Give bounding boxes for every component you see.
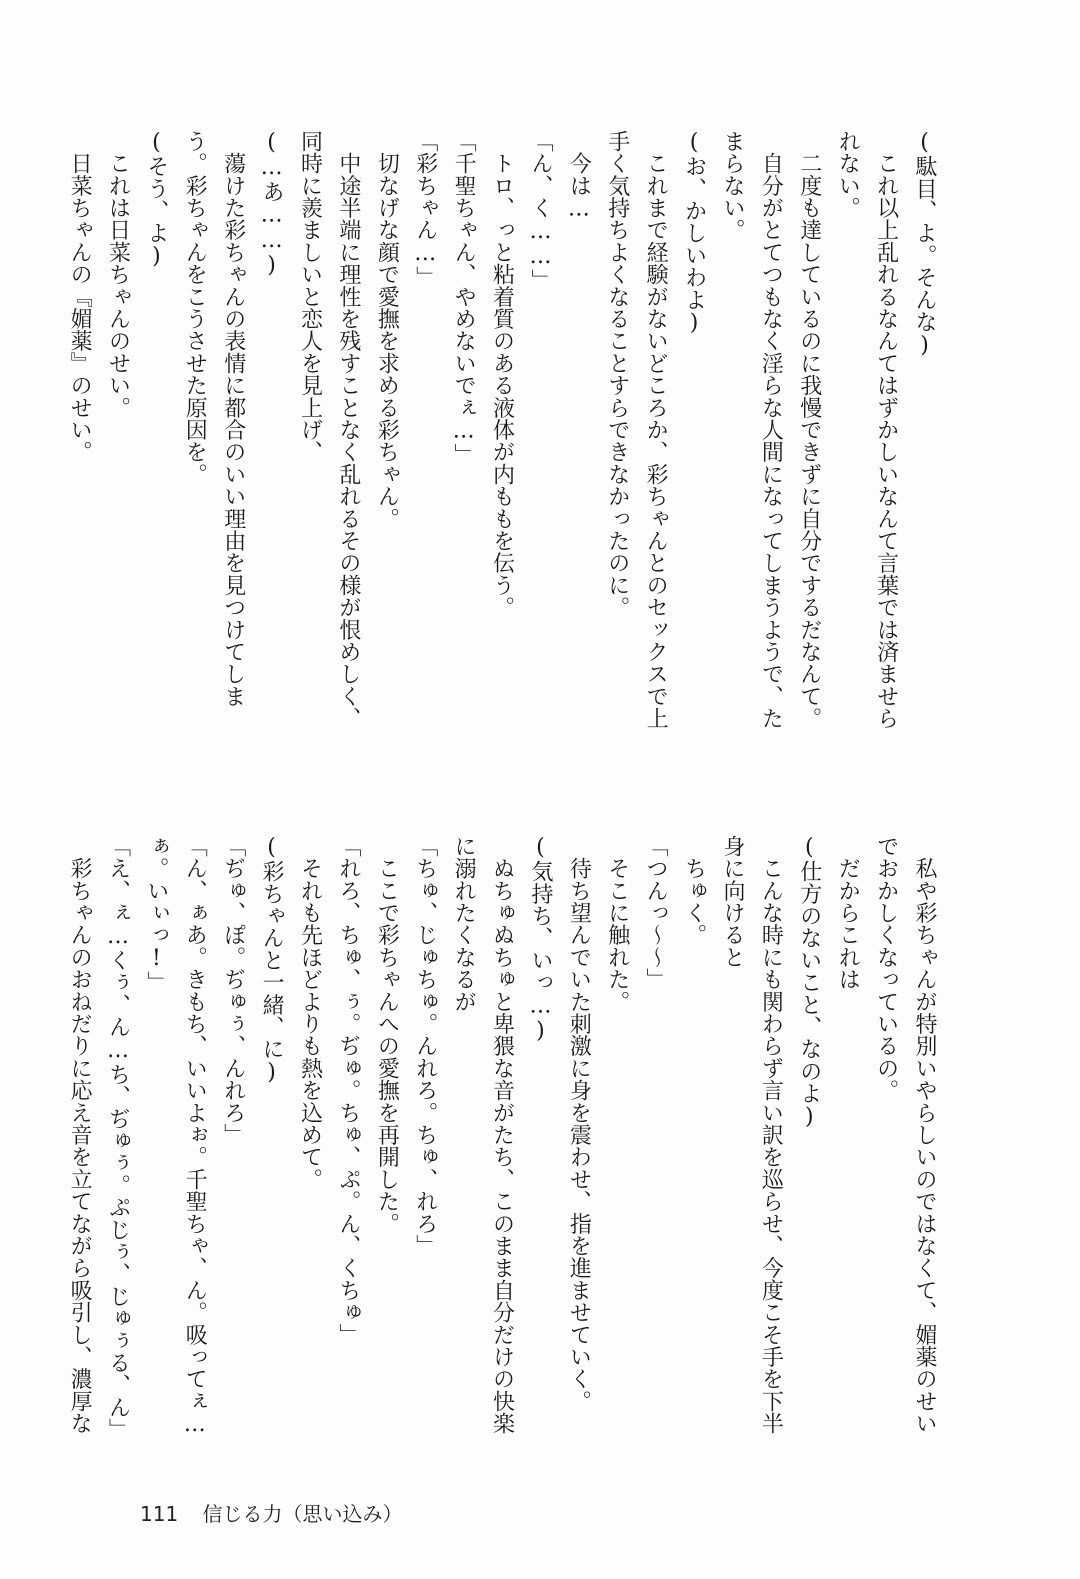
text-line: これまで経験がないどころか、彩ちゃんとのセックスで上 [643,130,669,730]
text-line: 蕩けた彩ちゃんの表情に都合のいい理由を見つけてしま [220,130,246,708]
text-line: ぬちゅぬちゅと卑猥な音がたち、このまま自分だけの快楽 [489,835,515,1435]
text-line: 「れろ、ちゅ、ぅ。ぢゅ。ちゅ、ぷ。ん、くちゅ」 [335,835,361,1346]
text-line: まらない。 [719,130,745,241]
text-line: 「ぢゅ、ぽ。ぢゅぅ、んれろ」 [220,835,246,1146]
text-line: 「彩ちゃん…」 [412,130,438,289]
text-line: に溺れたくなるが [451,835,477,1013]
text-line: 「ちゅ、じゅちゅ。んれろ。ちゅ、れろ」 [412,835,438,1257]
text-line: 「つんっ〜〜」 [643,835,669,991]
text-line: 中途半端に理性を残すことなく乱れるその様が恨めしく、 [335,130,361,730]
text-line: (そう、よ) [143,130,169,270]
page-footer [140,1498,403,1527]
text-line: これは日菜ちゃんのせい。 [105,130,131,419]
text-line: れない。 [835,130,861,219]
text-line: 私や彩ちゃんが特別いやらしいのではなくて、媚薬のせい [912,835,937,1435]
text-line: トロ、っと粘着質のある液体が内ももを伝う。 [489,130,515,619]
text-line: 自分がとてつもなく淫らな人間になってしまうようで、た [758,130,784,730]
text-line: (仕方のないこと、なのよ) [796,835,822,1130]
text-line: 同時に羨ましいと恋人を見上げ、 [297,130,323,463]
chapter-title: 信じる力（思い込み） [202,1502,403,1526]
text-line: 日菜ちゃんの『媚薬』のせい。 [67,130,93,463]
text-line: 「千聖ちゃん、やめないでぇ…」 [451,130,477,466]
text-line: 「ん、く……」 [527,130,553,292]
text-line: 今は… [566,130,592,222]
page-number: 111 [140,1502,179,1526]
text-line: 手く気持ちよくなることすらできなかったのに。 [604,130,630,619]
text-line: (お、かしいわよ) [681,130,707,336]
text-line: 身に向けると [719,835,745,969]
text-line: 二度も達しているのに我慢できずに自分でするだなんて。 [796,130,822,730]
text-line: 「ん、ぁあ。きもち、いいよぉ。千聖ちゃ、ん。吸ってぇ… [182,835,208,1438]
text-line: ちゅく。 [681,835,707,946]
text-line: う。彩ちゃんをこうさせた原因を。 [182,130,208,486]
text-line: ここで彩ちゃんへの愛撫を再開した。 [374,835,400,1235]
text-line: こんな時にも関わらず言い訳を巡らせ、今度こそ手を下半 [758,835,784,1435]
lower-text-block [67,835,943,1465]
upper-text-block [67,130,943,750]
text-line: 待ち望んでいた刺激に身を震わせ、指を進ませていく。 [566,835,592,1413]
text-line: ぁ。いぃっ!」 [143,835,169,994]
text-line: 「え、ぇ…くぅ、ん…ち、ぢゅぅ。ぷじぅ、じゅぅる、ん」 [105,835,131,1441]
text-line: 彩ちゃんのおねだりに応え音を立てながら吸引し、濃厚な [67,835,93,1435]
text-line: (…あ……) [259,130,285,279]
text-line: (駄目、よ。そんな) [912,130,937,358]
text-line: それも先ほどよりも熱を込めて。 [297,835,323,1191]
text-line: これ以上乱れるなんてはずかしいなんて言葉では済ませら [873,130,899,730]
text-line: (彩ちゃんと一緒、に) [259,835,285,1086]
text-line: そこに触れた。 [604,835,630,1013]
text-line: だからこれは [835,835,861,991]
text-line: (気持ち、いっ…) [527,835,553,1044]
text-line: 切なげな顔で愛撫を求める彩ちゃん。 [374,130,400,530]
text-line: でおかしくなっているの。 [873,835,899,1102]
